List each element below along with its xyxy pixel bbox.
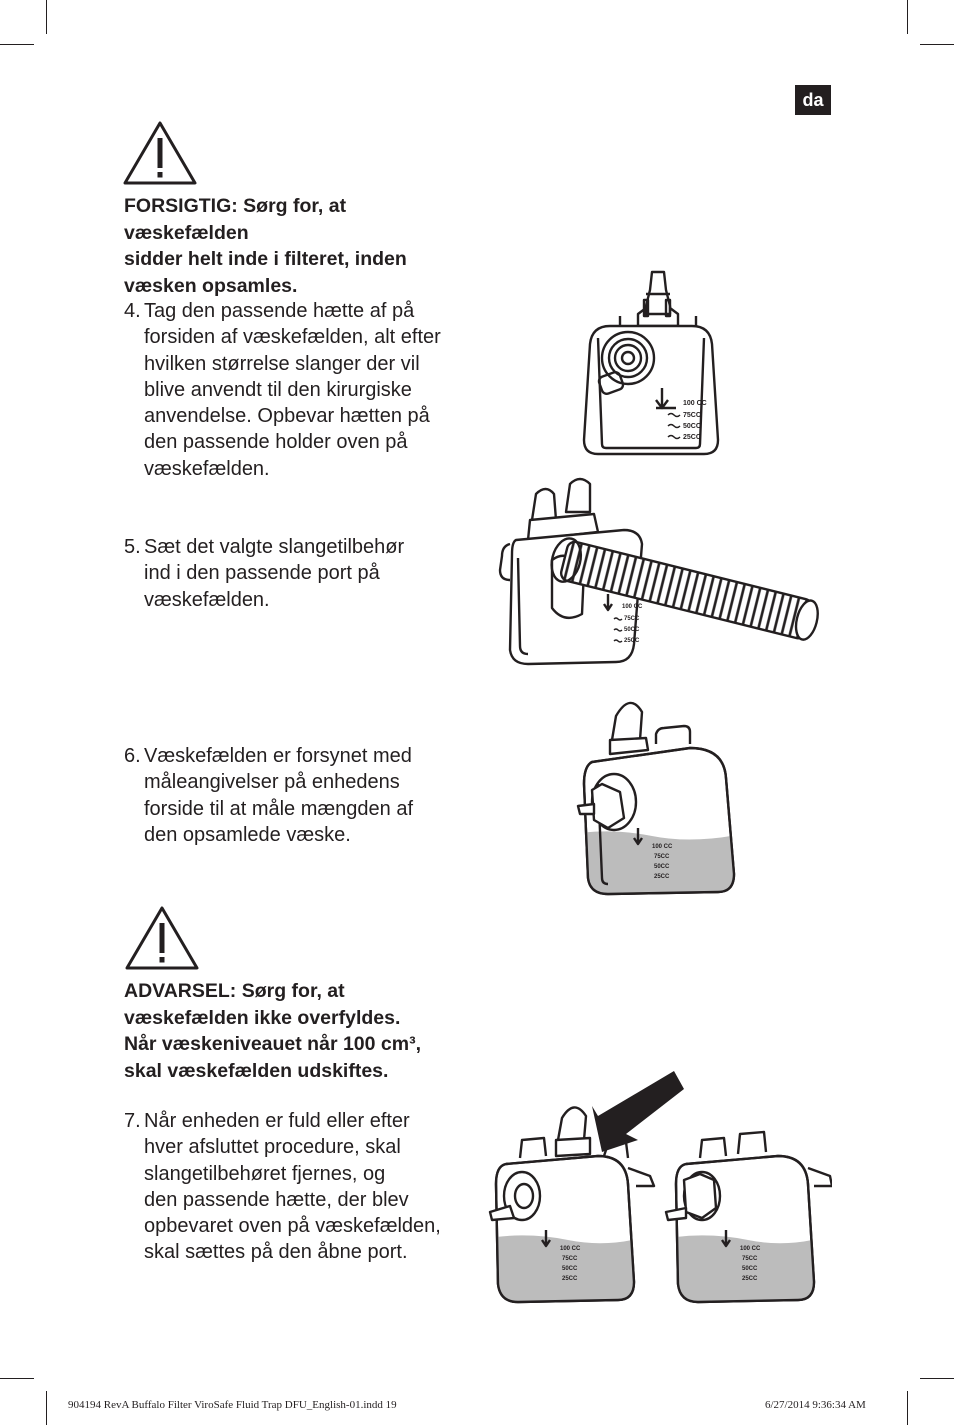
crop-mark xyxy=(46,0,47,34)
step-line: forsiden af væskefælden, alt efter xyxy=(144,326,441,349)
gauge-label: 75CC xyxy=(742,1256,758,1262)
fluid-trap-tubing-illustration xyxy=(494,474,830,670)
gauge-label: 25CC xyxy=(562,1276,578,1282)
step-line: Væskefælden er forsynet med xyxy=(144,745,412,767)
step-number: 6. xyxy=(124,745,141,767)
step-line: ind i den passende port på xyxy=(144,562,380,585)
warning-triangle-icon xyxy=(124,905,200,971)
caution-notice xyxy=(124,193,469,299)
gauge-label: 100 CC xyxy=(622,604,643,610)
step-line: anvendelse. Opbevar hætten på xyxy=(144,405,430,428)
gauge-label: 50CC xyxy=(683,423,701,430)
step-line: slangetilbehøret fjernes, og xyxy=(144,1162,386,1185)
step-line: den opsamlede væske. xyxy=(144,823,351,846)
arrow-icon xyxy=(592,1071,684,1152)
step-line: væskefælden. xyxy=(144,457,270,480)
step-7 xyxy=(124,1108,454,1266)
gauge-label: 75CC xyxy=(683,412,701,419)
gauge-label: 25CC xyxy=(624,638,640,644)
gauge-label: 50CC xyxy=(654,864,670,870)
step-line: forside til at måle mængden af xyxy=(144,797,414,820)
gauge-label: 100 CC xyxy=(683,400,707,407)
fluid-trap-measure-illustration xyxy=(572,688,742,898)
gauge-label: 75CC xyxy=(562,1256,578,1262)
step-line: den passende hætte, der blev xyxy=(144,1188,409,1211)
step-line: opbevaret oven på væskefælden, xyxy=(144,1215,441,1238)
fluid-trap-front-illustration xyxy=(580,268,722,458)
gauge-label: 50CC xyxy=(742,1266,758,1272)
step-line: Når enheden er fuld eller efter xyxy=(144,1110,410,1132)
gauge-label: 100 CC xyxy=(740,1246,761,1252)
step-number: 7. xyxy=(124,1110,141,1132)
footer-timestamp: 6/27/2014 9:36:34 AM xyxy=(765,1399,866,1411)
step-4 xyxy=(124,298,454,482)
warning-line: Når væskeniveauet når 100 cm³, xyxy=(124,1033,421,1055)
crop-mark xyxy=(0,44,34,45)
step-line: den passende holder oven på xyxy=(144,431,408,454)
step-number: 5. xyxy=(124,536,141,558)
step-line: hver afsluttet procedure, skal xyxy=(144,1136,401,1159)
gauge-label: 50CC xyxy=(624,627,640,633)
warning-line: ADVARSEL: Sørg for, at xyxy=(124,980,345,1002)
step-6 xyxy=(124,743,454,848)
caution-line: sidder helt inde i filteret, inden xyxy=(124,248,407,270)
warning-line: skal væskefælden udskiftes. xyxy=(124,1059,389,1082)
gauge-label: 100 CC xyxy=(560,1246,581,1252)
fluid-trap-replace-illustration xyxy=(488,1068,832,1306)
step-line: skal sættes på den åbne port. xyxy=(144,1241,408,1264)
crop-mark xyxy=(907,1391,908,1425)
warning-triangle-icon xyxy=(122,120,198,186)
step-line: blive anvendt til den kirurgiske xyxy=(144,378,412,401)
language-badge: da xyxy=(795,85,831,115)
gauge-label: 25CC xyxy=(742,1276,758,1282)
step-line: måleangivelser på enhedens xyxy=(144,771,400,794)
crop-mark xyxy=(907,0,908,34)
gauge-label: 25CC xyxy=(683,434,701,441)
crop-mark xyxy=(920,44,954,45)
gauge-label: 75CC xyxy=(624,616,640,622)
step-line: væskefælden. xyxy=(144,588,270,611)
crop-mark xyxy=(0,1378,34,1379)
step-line: Tag den passende hætte af på xyxy=(144,300,415,322)
step-line: hvilken størrelse slanger der vil xyxy=(144,352,420,375)
crop-mark xyxy=(46,1391,47,1425)
step-line: Sæt det valgte slangetilbehør xyxy=(144,536,405,558)
footer-file-info: 904194 RevA Buffalo Filter ViroSafe Fluid Trap DFU_English-01.indd 19 xyxy=(68,1399,397,1411)
crop-mark xyxy=(920,1378,954,1379)
caution-line: væsken opsamles. xyxy=(124,274,298,297)
warning-line: væskefælden ikke overfyldes. xyxy=(124,1006,401,1029)
caution-line: FORSIGTIG: Sørg for, at væskefælden xyxy=(124,195,347,244)
gauge-label: 50CC xyxy=(562,1266,578,1272)
gauge-label: 25CC xyxy=(654,874,670,880)
warning-notice xyxy=(124,978,469,1084)
step-number: 4. xyxy=(124,300,141,322)
gauge-label: 75CC xyxy=(654,854,670,860)
step-5 xyxy=(124,534,454,613)
gauge-label: 100 CC xyxy=(652,844,673,850)
